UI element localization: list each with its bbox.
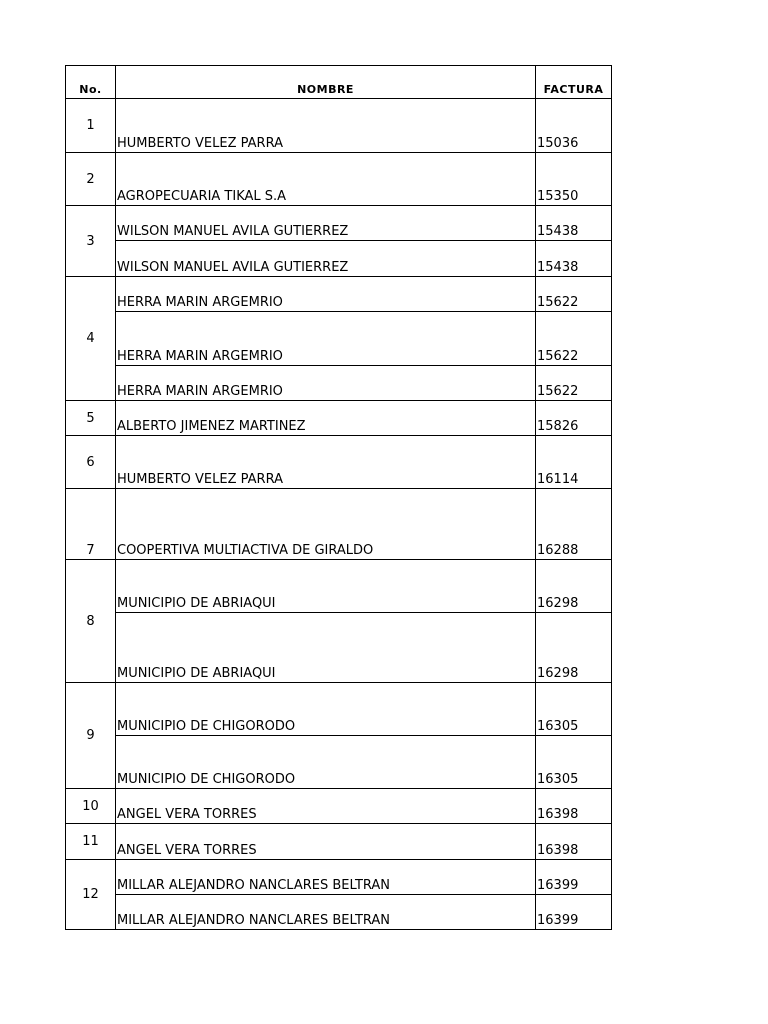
- row-factura: 16398: [536, 824, 612, 860]
- table-row: [66, 153, 612, 206]
- table-row: [66, 895, 612, 930]
- table-row: [66, 241, 612, 277]
- row-factura: 16398: [536, 789, 612, 824]
- row-nombre: MUNICIPIO DE CHIGORODO: [116, 736, 536, 789]
- row-number: 10: [66, 789, 116, 824]
- table-row: [66, 206, 612, 241]
- row-factura: 15826: [536, 401, 612, 436]
- row-nombre: HUMBERTO VELEZ PARRA: [116, 99, 536, 153]
- row-factura: 16305: [536, 683, 612, 736]
- table-row: [66, 312, 612, 366]
- row-factura: 15622: [536, 366, 612, 401]
- table-row: [66, 560, 612, 613]
- header-nombre: NOMBRE: [116, 66, 536, 99]
- row-nombre: WILSON MANUEL AVILA GUTIERREZ: [116, 241, 536, 277]
- row-number: 3: [66, 206, 116, 277]
- header-row: [66, 66, 612, 99]
- row-number: 9: [66, 683, 116, 789]
- row-factura: 15622: [536, 312, 612, 366]
- row-nombre: MUNICIPIO DE CHIGORODO: [116, 683, 536, 736]
- row-nombre: HERRA MARIN ARGEMRIO: [116, 277, 536, 312]
- row-number: 12: [66, 860, 116, 930]
- row-factura: 16298: [536, 560, 612, 613]
- row-number: 11: [66, 824, 116, 860]
- table-row: [66, 736, 612, 789]
- table-row: [66, 824, 612, 860]
- table-row: [66, 99, 612, 153]
- table-row: [66, 366, 612, 401]
- row-factura: 16288: [536, 489, 612, 560]
- row-number: 5: [66, 401, 116, 436]
- row-factura: 16298: [536, 613, 612, 683]
- table-row: [66, 789, 612, 824]
- row-factura: 15438: [536, 241, 612, 277]
- row-number: 7: [66, 489, 116, 560]
- row-factura: 16305: [536, 736, 612, 789]
- table-row: [66, 683, 612, 736]
- row-number: 6: [66, 436, 116, 489]
- row-factura: 15036: [536, 99, 612, 153]
- row-number: 1: [66, 99, 116, 153]
- table-row: [66, 489, 612, 560]
- row-nombre: MUNICIPIO DE ABRIAQUI: [116, 613, 536, 683]
- row-nombre: WILSON MANUEL AVILA GUTIERREZ: [116, 206, 536, 241]
- row-nombre: AGROPECUARIA TIKAL S.A: [116, 153, 536, 206]
- row-nombre: COOPERTIVA MULTIACTIVA DE GIRALDO: [116, 489, 536, 560]
- row-factura: 15622: [536, 277, 612, 312]
- table-row: [66, 277, 612, 312]
- table-row: [66, 401, 612, 436]
- invoice-table: [65, 65, 612, 930]
- row-factura: 16399: [536, 860, 612, 895]
- row-number: 2: [66, 153, 116, 206]
- header-no: No.: [66, 66, 116, 99]
- row-nombre: ANGEL VERA TORRES: [116, 824, 536, 860]
- row-factura: 16399: [536, 895, 612, 930]
- row-number: 4: [66, 277, 116, 401]
- header-factura: FACTURA: [536, 66, 612, 99]
- row-factura: 16114: [536, 436, 612, 489]
- row-nombre: ANGEL VERA TORRES: [116, 789, 536, 824]
- row-nombre: ALBERTO JIMENEZ MARTINEZ: [116, 401, 536, 436]
- row-nombre: HERRA MARIN ARGEMRIO: [116, 366, 536, 401]
- row-nombre: MUNICIPIO DE ABRIAQUI: [116, 560, 536, 613]
- row-factura: 15438: [536, 206, 612, 241]
- row-number: 8: [66, 560, 116, 683]
- table-row: [66, 613, 612, 683]
- row-nombre: HUMBERTO VELEZ PARRA: [116, 436, 536, 489]
- row-nombre: MILLAR ALEJANDRO NANCLARES BELTRAN: [116, 895, 536, 930]
- row-nombre: MILLAR ALEJANDRO NANCLARES BELTRAN: [116, 860, 536, 895]
- row-factura: 15350: [536, 153, 612, 206]
- table-row: [66, 436, 612, 489]
- table-row: [66, 860, 612, 895]
- row-nombre: HERRA MARIN ARGEMRIO: [116, 312, 536, 366]
